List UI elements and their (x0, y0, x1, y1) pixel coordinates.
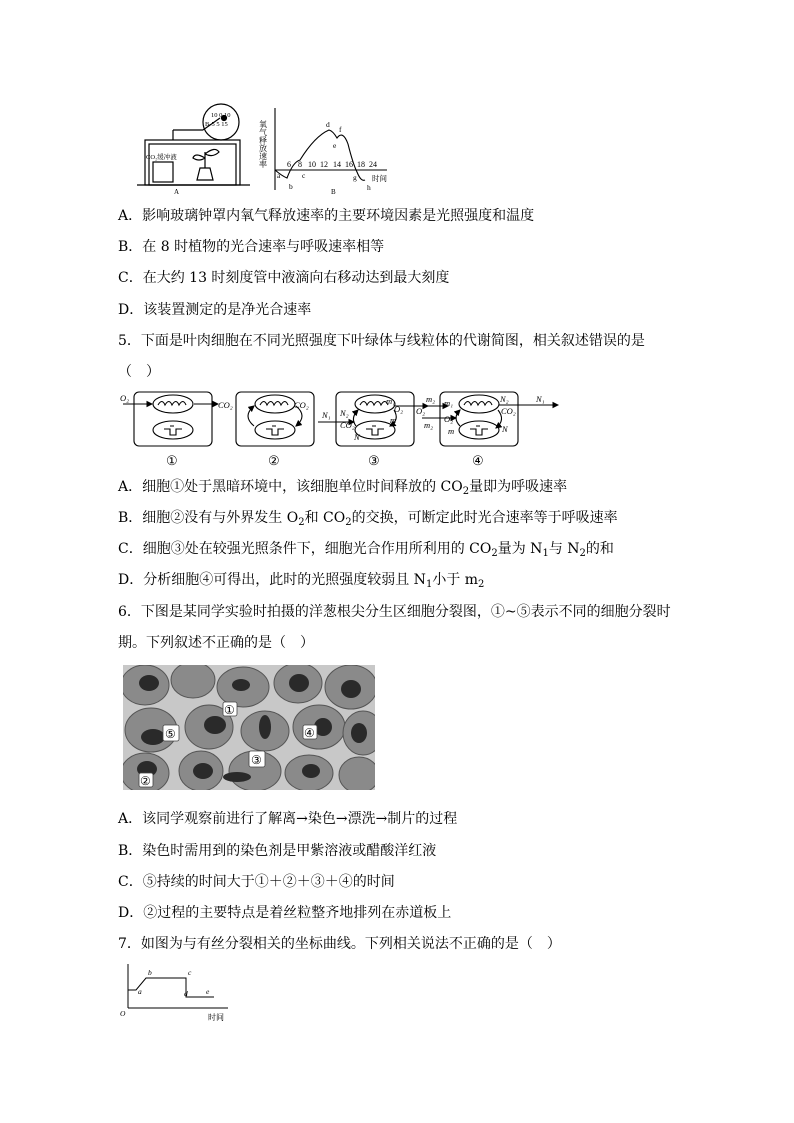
q6-option-c: C．⑤持续的时间大于①＋②＋③＋④的时间 (118, 874, 395, 890)
q6-option-a: A．该同学观察前进行了解离→染色→漂洗→制片的过程 (118, 811, 458, 827)
subscript: 2 (478, 579, 485, 590)
q5-option-a (118, 477, 567, 502)
q5-m1-label: m₁ (444, 398, 454, 408)
q4-apparatus-label: CO₂缓冲液 (146, 154, 177, 161)
q4-point-f: f (339, 125, 342, 134)
q5-option-b-text: 和 CO (304, 510, 346, 526)
q5-option-c-text: 量为 N (497, 541, 543, 557)
q6-label-5: ⑤ (165, 727, 176, 741)
subscript: 2 (579, 548, 586, 559)
q5-stem-line2: （ ） (118, 364, 160, 380)
q4-tick: 10 (308, 160, 316, 169)
q7-point-a: a (138, 987, 142, 996)
q4-point-a: a (277, 171, 281, 180)
q4-point-c: c (302, 171, 306, 180)
q5-option-c (118, 539, 614, 564)
q7-figure (118, 960, 233, 1022)
q4-dial-top: 10 0 10 (211, 112, 231, 119)
q6-label-4: ④ (304, 726, 315, 740)
q4-point-b: b (289, 182, 293, 191)
q6-option-d: D．②过程的主要特点是着丝粒整齐地排列在赤道板上 (118, 905, 452, 921)
q7-x-axis-label: 时间 (208, 1013, 224, 1022)
q5-o2-label: O₂ (394, 404, 404, 414)
q5-co2-label: CO₂ (501, 406, 516, 416)
subscript: 2 (462, 486, 470, 497)
q5-option-d-text: D．分析细胞④可得出，此时的光照强度较弱且 N (118, 572, 426, 588)
q5-stem-line1: 5．下面是叶肉细胞在不同光照强度下叶绿体与线粒体的代谢简图，相关叙述错误的是 (118, 333, 645, 349)
q5-cell-label-4: ④ (472, 453, 484, 468)
q4-option-c: C．在大约 13 时刻度管中液滴向右移动达到最大刻度 (118, 270, 450, 286)
q4-option-d: D．该装置测定的是净光合速率 (118, 302, 312, 318)
q6-option-b: B．染色时需用到的染色剂是甲紫溶液或醋酸洋红液 (118, 843, 437, 859)
q6-stem-line2: 期。下列叙述不正确的是（ ） (118, 635, 314, 651)
q5-cell-label-2: ② (268, 453, 280, 468)
q4-tick: 18 (357, 160, 365, 169)
q5-cell-label-3: ③ (368, 453, 380, 468)
subscript: 1 (425, 579, 433, 590)
q6-label-2: ② (140, 774, 151, 788)
q5-co2-label: CO₂ (218, 400, 233, 410)
q4-point-labels (277, 120, 371, 192)
q4-option-b: B．在 8 时植物的光合速率与呼吸速率相等 (118, 239, 385, 255)
q6-stem-line1: 6．下图是某同学实验时拍摄的洋葱根尖分生区细胞分裂图，①~⑤表示不同的细胞分裂时 (118, 604, 671, 620)
q5-co2-label: CO₂ (340, 420, 355, 430)
q5-o2-label: O₂ (416, 406, 426, 416)
q5-option-d-text: 小于 m (432, 572, 479, 588)
q4-point-e: e (333, 141, 337, 150)
q4-tick: 8 (298, 160, 302, 169)
q5-option-d (118, 570, 484, 595)
q5-option-c-text: 的和 (585, 541, 614, 557)
q4-tick: 12 (320, 160, 328, 169)
q6-label-1: ① (224, 703, 235, 717)
q5-n-label: N (502, 424, 508, 434)
q4-y-axis-label: 氧气释放速率 (258, 120, 268, 168)
q4-apparatus (137, 104, 250, 185)
q6-label-3: ③ (251, 753, 262, 767)
q7-point-d: d (184, 989, 188, 998)
q5-o2-label: O₂ (444, 414, 454, 424)
q5-n2-label: N₂ (340, 408, 349, 418)
q7-point-e: e (206, 987, 210, 996)
q4-figure (125, 100, 405, 195)
subscript: 2 (491, 548, 498, 559)
q7-stem: 7．如图为与有丝分裂相关的坐标曲线。下列相关说法不正确的是（ ） (118, 936, 561, 952)
q4-label-a: A (174, 188, 180, 195)
q4-option-a: A．影响玻璃钟罩内氧气释放速率的主要环境因素是光照强度和温度 (118, 208, 535, 224)
q5-option-b-text: B．细胞②没有与外界发生 O (118, 510, 299, 526)
q5-option-c-text: C．细胞③处在较强光照条件下，细胞光合作用所利用的 CO (118, 541, 492, 557)
q7-origin: O (120, 1009, 126, 1018)
q4-ticks (287, 160, 377, 169)
q4-label-b: B (331, 188, 336, 195)
q5-option-c-text: 与 N (548, 541, 580, 557)
q5-option-a-text: A．细胞①处于黑暗环境中，该细胞单位时间释放的 CO (118, 479, 463, 495)
q4-tick: 24 (369, 160, 377, 169)
q4-tick: 14 (333, 160, 341, 169)
q5-co2-label: CO₂ (294, 400, 309, 410)
subscript: 2 (298, 517, 305, 528)
q4-tick: 6 (287, 160, 291, 169)
q5-option-a-text: 量即为呼吸速率 (469, 479, 568, 495)
q4-dial-bottom: B‑5 5 15 (205, 121, 228, 128)
q4-tick: 16 (345, 160, 353, 169)
q5-m-label: m (390, 415, 397, 425)
q4-point-g: g (353, 173, 357, 182)
q4-point-h: h (367, 183, 371, 192)
subscript: 2 (345, 517, 352, 528)
q7-point-c: c (188, 968, 192, 977)
q5-option-b (118, 508, 618, 533)
q5-m2-label: m₂ (424, 420, 434, 430)
q5-n2-label: N₂ (500, 394, 509, 404)
subscript: 1 (542, 548, 549, 559)
q5-n1-label: N₁ (536, 394, 545, 404)
q4-point-d: d (326, 120, 330, 129)
q7-point-b: b (148, 968, 152, 977)
q5-m2-label: m₂ (426, 394, 436, 404)
q5-cell-label-1: ① (166, 453, 178, 468)
q5-m1-label: m₁ (386, 396, 396, 406)
q4-graph (275, 108, 387, 190)
q6-micrograph (123, 665, 375, 790)
q5-m-label: m (448, 426, 455, 436)
q5-o2-label: O₂ (120, 393, 130, 403)
q5-n-label: N (354, 432, 360, 442)
q5-option-b-text: 的交换，可断定此时光合速率等于呼吸速率 (351, 510, 618, 526)
q5-figure (118, 388, 563, 470)
q4-x-axis-label: 时间 (372, 174, 387, 183)
q5-n1-label: N₁ (322, 410, 331, 420)
